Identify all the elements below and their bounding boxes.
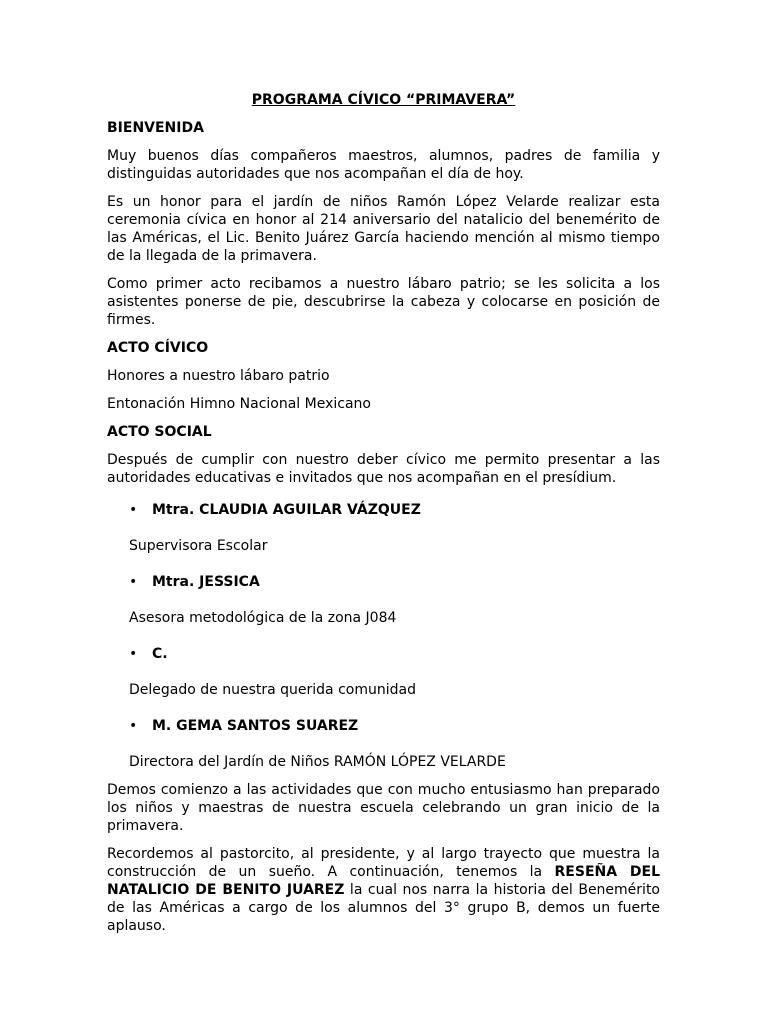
resena-title: RESEÑA DEL NATALICIO DE BENITO JUAREZ bbox=[107, 864, 660, 898]
guest-item bbox=[107, 573, 660, 627]
bullet-icon: • bbox=[129, 718, 138, 734]
guest-item bbox=[107, 717, 660, 771]
guest-name-text: M. GEMA SANTOS SUAREZ bbox=[152, 718, 359, 734]
guest-name bbox=[107, 501, 660, 519]
bullet-icon: • bbox=[129, 646, 138, 662]
guest-name-text: Mtra. JESSICA bbox=[152, 574, 260, 590]
guest-name-text: C. bbox=[152, 646, 168, 662]
heading-bienvenida: BIENVENIDA bbox=[107, 120, 204, 136]
guest-name bbox=[107, 717, 660, 735]
civic-item-anthem: Entonación Himno Nacional Mexicano bbox=[107, 396, 371, 412]
bullet-icon: • bbox=[129, 574, 138, 590]
guest-list bbox=[107, 501, 660, 771]
paragraph-welcome: Muy buenos días compañeros maestros, alumnos, padres de familia y distinguidas autoridades que nos acompañan el día de hoy. bbox=[107, 148, 660, 182]
document-page bbox=[107, 91, 660, 945]
civic-item-honors: Honores a nuestro lábaro patrio bbox=[107, 368, 330, 384]
paragraph-resena bbox=[107, 845, 660, 935]
guest-item bbox=[107, 501, 660, 555]
guest-item bbox=[107, 645, 660, 699]
document-title: PROGRAMA CÍVICO “PRIMAVERA” bbox=[251, 92, 516, 108]
guest-name-text: Mtra. CLAUDIA AGUILAR VÁZQUEZ bbox=[152, 502, 421, 518]
paragraph-honor: Es un honor para el jardín de niños Ramón López Velarde realizar esta ceremonia cívica en honor al 214 aniversario del natalicio del benemérito de las Américas, el Lic. Benito Juárez García haciendo mención al mismo tiempo de la llegada de la primavera. bbox=[107, 194, 660, 264]
bullet-icon: • bbox=[129, 502, 138, 518]
guest-role: Directora del Jardín de Niños RAMÓN LÓPEZ VELARDE bbox=[129, 754, 506, 770]
guest-role: Supervisora Escolar bbox=[129, 538, 268, 554]
guest-name bbox=[107, 645, 660, 663]
heading-acto-civico: ACTO CÍVICO bbox=[107, 340, 209, 356]
guest-role: Delegado de nuestra querida comunidad bbox=[129, 682, 416, 698]
paragraph-first-act: Como primer acto recibamos a nuestro lábaro patrio; se les solicita a los asistentes ponerse de pie, descubrirse la cabeza y colocarse en posición de firmes. bbox=[107, 276, 660, 328]
heading-acto-social: ACTO SOCIAL bbox=[107, 424, 212, 440]
resena-text-start: Recordemos al pastorcito, al presidente, y al largo trayecto que muestra la construcción de un sueño. A continuación, tenemos la bbox=[107, 846, 660, 880]
guest-role: Asesora metodológica de la zona J084 bbox=[129, 610, 397, 626]
paragraph-activities: Demos comienzo a las actividades que con mucho entusiasmo han preparado los niños y maestras de nuestra escuela celebrando un gran inicio de la primavera. bbox=[107, 782, 660, 834]
resena-text-end: la cual nos narra la historia del Benemérito de las Américas a cargo de los alumnos del 3° grupo B, demos un fuerte aplauso. bbox=[107, 882, 660, 934]
guest-name bbox=[107, 573, 660, 591]
paragraph-social-intro: Después de cumplir con nuestro deber cívico me permito presentar a las autoridades educativas e invitados que nos acompañan en el presídium. bbox=[107, 452, 660, 486]
